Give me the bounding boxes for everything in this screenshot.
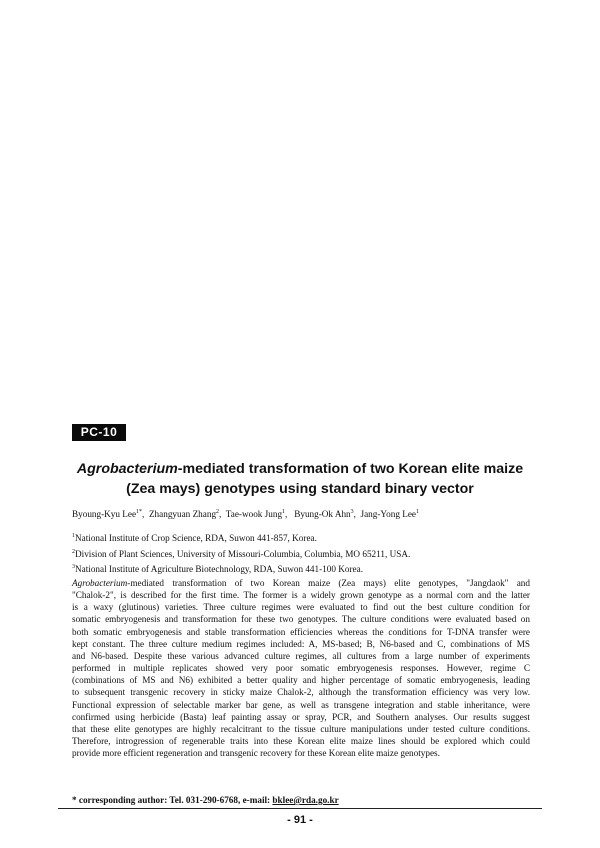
footer-divider (58, 808, 542, 809)
author: Byoung-Kyu Lee$^{1*}$ (72, 509, 143, 519)
abstract-line: somatic embryogenesis and transformation for these two genotypes. The culture conditions were evaluated based on (72, 614, 530, 625)
abstract-italic: Agrobacterium (72, 578, 128, 588)
affiliation: $^2$Division of Plant Sciences, University of Missouri-Columbia, Columbia, MO 65211, USA. (72, 548, 411, 559)
email-link[interactable]: bklee@rda.go.kr (272, 795, 339, 805)
abstract-line: that these elite genotypes are highly recalcitrant to the tissue culture manipulations under tested culture conditions. (72, 723, 530, 734)
title-line-2: (Zea mays) genotypes using standard binary vector (126, 481, 474, 497)
abstract-line: (combinations of MS and N6) exhibited a better quality and higher percentage of somatic embryogenesis, leading (72, 675, 530, 686)
abstract-line: and N6-based. Despite these various advanced culture regimes, all cultures from a large number of experiments (72, 650, 530, 661)
author: Zhangyuan Zhang$^2$ (148, 509, 220, 519)
abstract-line: performed in multiple replicates showed very poor somatic embryogenesis responses. However, regime C (72, 663, 530, 674)
abstract-line: "Chalok-2", is described for the first time. The former is a widely grown genotype as a normal corn and the latter (72, 590, 530, 601)
corresponding-author (72, 795, 530, 805)
abstract-line: Agrobacterium-mediated transformation of two Korean maize (Zea mays) elite genotypes, "Jangdaok" and (72, 578, 530, 588)
abstract-line: Functional expression of selectable marker bar gene, as well as transgene integration and stable inheritance, were (72, 699, 530, 710)
title-line-1 (60, 459, 540, 479)
affiliations (72, 530, 532, 577)
abstract-line: provide more efficient regeneration and transgenic recovery for these Korean elite maize genotypes. (72, 748, 440, 759)
author: Tae-wook Jung$^1$ (225, 509, 286, 519)
author: Byung-Ok Ahn$^3$ (294, 509, 354, 519)
abstract-line: both somatic embryogenesis and stable transformation efficiencies whereas the conditions for T-DNA transfer were (72, 626, 530, 637)
title-line-1-rest: -mediated transformation of two Korean elite maize (177, 461, 524, 477)
abstract (72, 577, 530, 759)
paper-title (60, 459, 540, 499)
abstract-line: Therefore, introgression of regenerable traits into these Korean elite maize lines should be explored which could (72, 736, 530, 747)
abstract-line: confirmed using herbicide (Basta) leaf painting assay or spray, PCR, and Southern analyses. Our results suggest (72, 711, 530, 722)
title-italic: Agrobacterium (76, 461, 178, 477)
affiliation: $^1$National Institute of Crop Science, RDA, Suwon 441-857, Korea. (72, 533, 317, 543)
page-number: - 91 - (287, 814, 313, 826)
abstract-line: to subsequent transgenic recovery in sticky maize Chalok-2, although the transformation efficiency was very low. (72, 687, 530, 698)
section-badge: PC-10 (72, 424, 126, 441)
corresponding-label: * corresponding author: Tel. 031-290-6768, e-mail: (72, 795, 273, 805)
author: Jang-Yong Lee$^1$ (360, 509, 419, 519)
abstract-line: is a waxy (glutinous) varieties. Three culture regimes were evaluated to find out the best culture condition for (72, 602, 530, 613)
author-list: Byoung-Kyu Lee$^{1*}$, Zhangyuan Zhang$^2$, Tae-wook Jung$^1$, Byung-Ok Ahn$^3$, Jang-Yong Lee$^1$ (72, 509, 419, 519)
abstract-line: kept constant. The three culture medium regimes included: A, MS-based; B, N6-based and C, combinations of MS (72, 638, 530, 649)
affiliation: $^3$National Institute of Agriculture Biotechnology, RDA, Suwon 441-100 Korea. (72, 564, 363, 574)
